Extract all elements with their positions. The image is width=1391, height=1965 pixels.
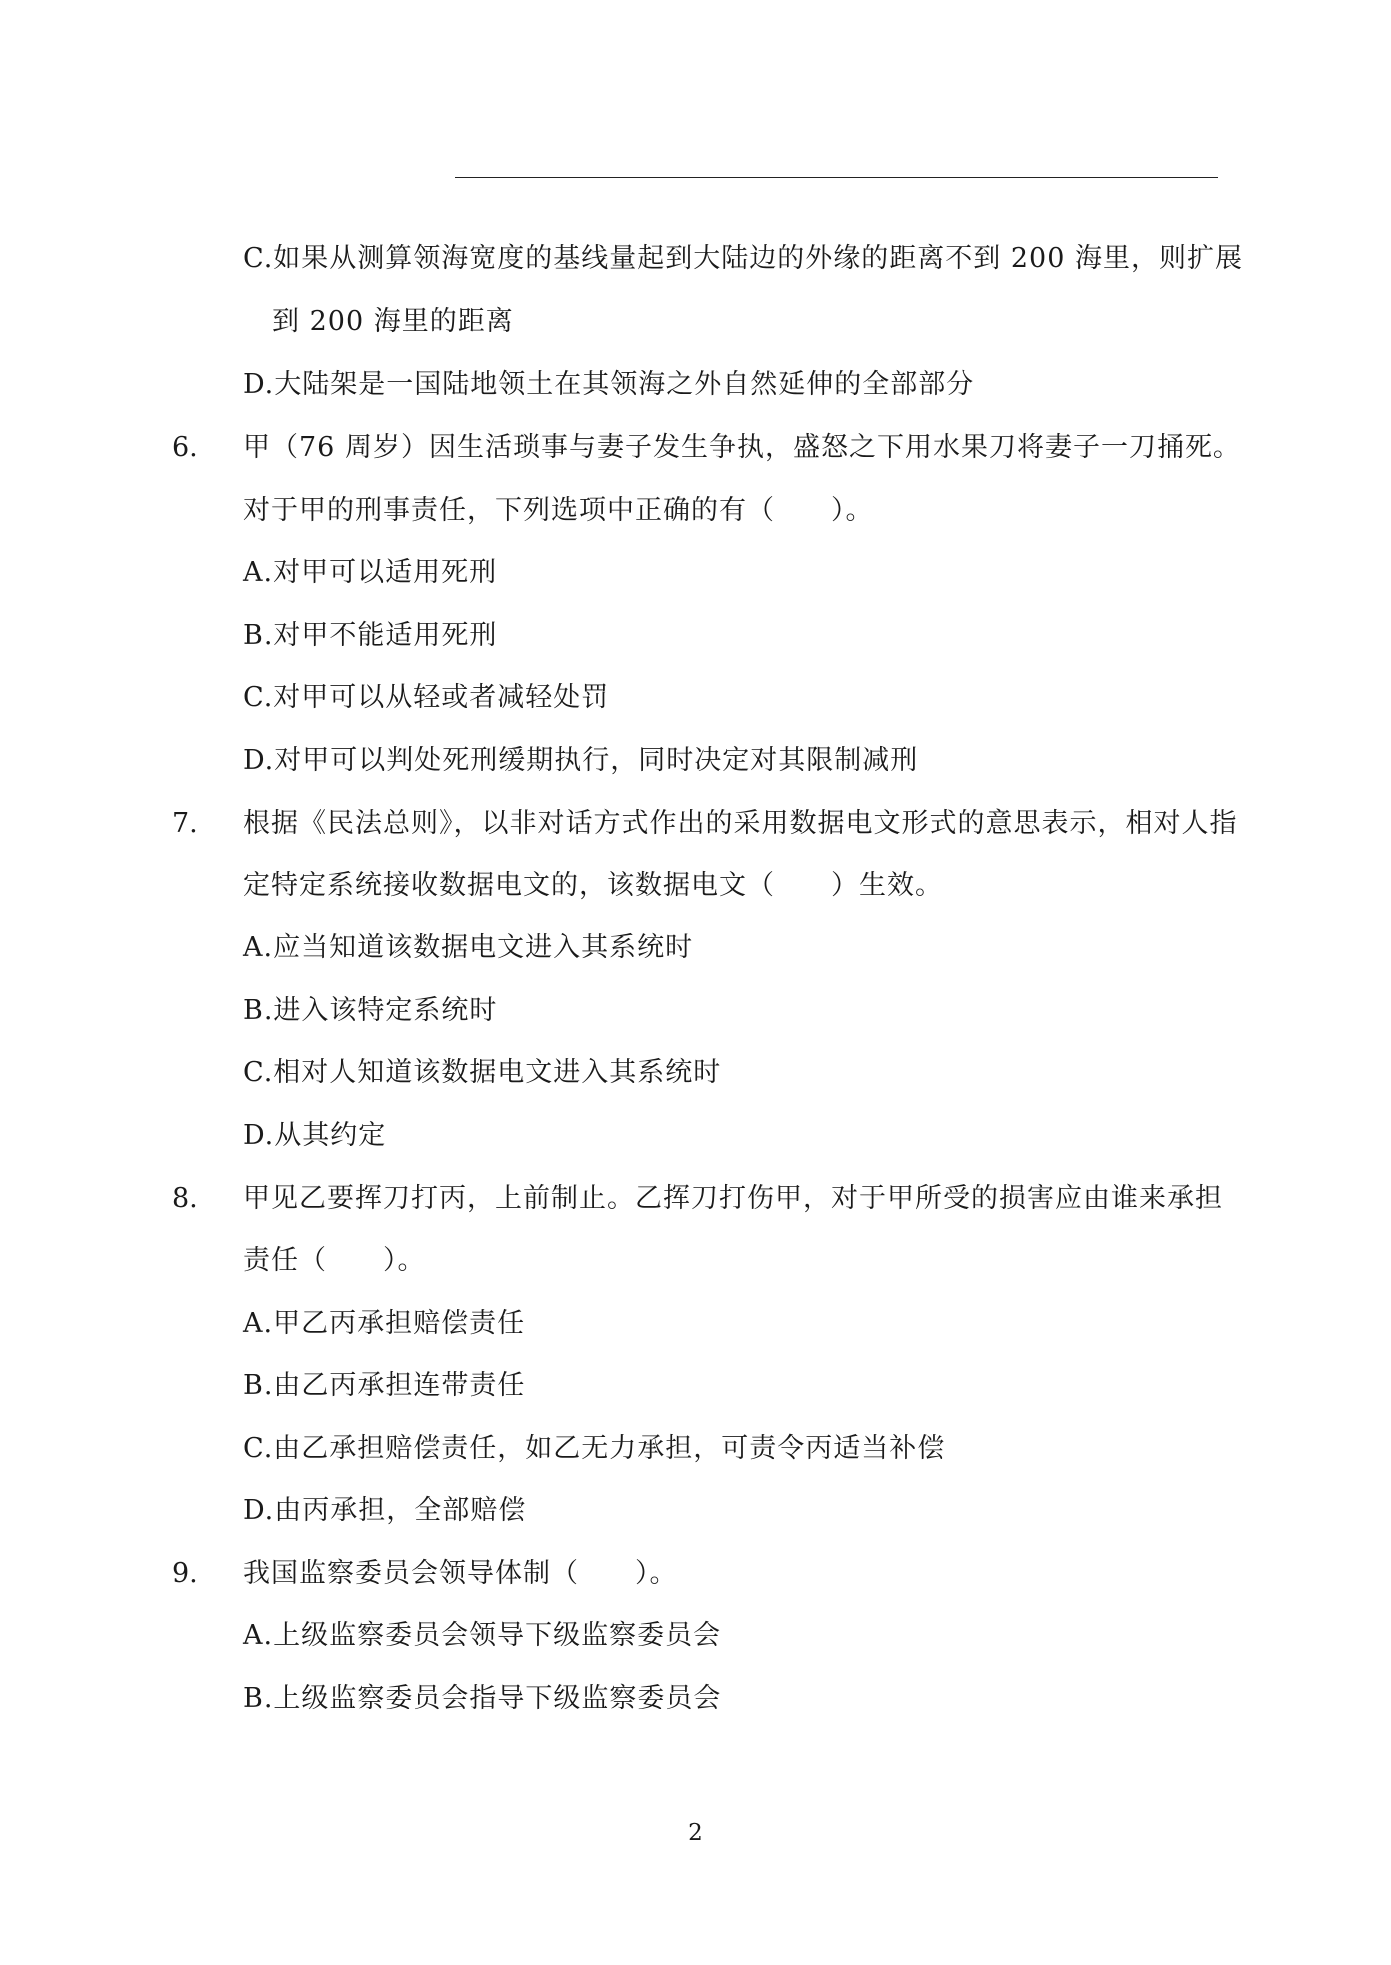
q7-option-c: C.相对人知道该数据电文进入其系统时: [243, 1057, 722, 1088]
q6-stem-line2: 对于甲的刑事责任，下列选项中正确的有（ ）。: [243, 495, 874, 526]
q8-option-c: C.由乙承担赔偿责任，如乙无力承担，可责令丙适当补偿: [243, 1433, 946, 1464]
q9-stem-line1: 我国监察委员会领导体制（ ）。: [243, 1558, 678, 1589]
q7-stem-line1: 根据《民法总则》，以非对话方式作出的采用数据电文形式的意思表示，相对人指: [243, 808, 1238, 839]
q8-number: 8.: [172, 1183, 198, 1214]
q7-option-a: A.应当知道该数据电文进入其系统时: [243, 932, 694, 963]
q8-stem-line1: 甲见乙要挥刀打丙，上前制止。乙挥刀打伤甲，对于甲所受的损害应由谁来承担: [243, 1183, 1223, 1214]
q6-option-d: D.对甲可以判处死刑缓期执行，同时决定对其限制减刑: [243, 745, 919, 776]
q8-option-b: B.由乙丙承担连带责任: [243, 1370, 526, 1401]
q5-option-c-line1: C.如果从测算领海宽度的基线量起到大陆边的外缘的距离不到 200 海里，则扩展: [243, 243, 1243, 274]
page-number: 2: [688, 1820, 703, 1846]
q5-option-d: D.大陆架是一国陆地领土在其领海之外自然延伸的全部部分: [243, 369, 975, 400]
q9-number: 9.: [172, 1558, 198, 1589]
header-rule: [455, 177, 1218, 178]
q7-option-d: D.从其约定: [243, 1120, 387, 1151]
q6-option-a: A.对甲可以适用死刑: [243, 557, 498, 588]
q8-option-a: A.甲乙丙承担赔偿责任: [243, 1308, 526, 1339]
q8-option-d: D.由丙承担，全部赔偿: [243, 1495, 527, 1526]
q7-number: 7.: [172, 808, 198, 839]
q6-stem-line1: 甲（76 周岁）因生活琐事与妻子发生争执，盛怒之下用水果刀将妻子一刀捅死。: [243, 432, 1241, 463]
q6-option-b: B.对甲不能适用死刑: [243, 620, 498, 651]
q6-number: 6.: [172, 432, 198, 463]
q6-option-c: C.对甲可以从轻或者减轻处罚: [243, 682, 610, 713]
q7-option-b: B.进入该特定系统时: [243, 995, 498, 1026]
q8-stem-line2: 责任（ ）。: [243, 1245, 426, 1276]
q7-stem-line2: 定特定系统接收数据电文的，该数据电文（ ）生效。: [243, 870, 943, 901]
q9-option-a: A.上级监察委员会领导下级监察委员会: [243, 1620, 722, 1651]
q5-option-c-line2: 到 200 海里的距离: [272, 306, 514, 337]
q9-option-b: B.上级监察委员会指导下级监察委员会: [243, 1683, 722, 1714]
